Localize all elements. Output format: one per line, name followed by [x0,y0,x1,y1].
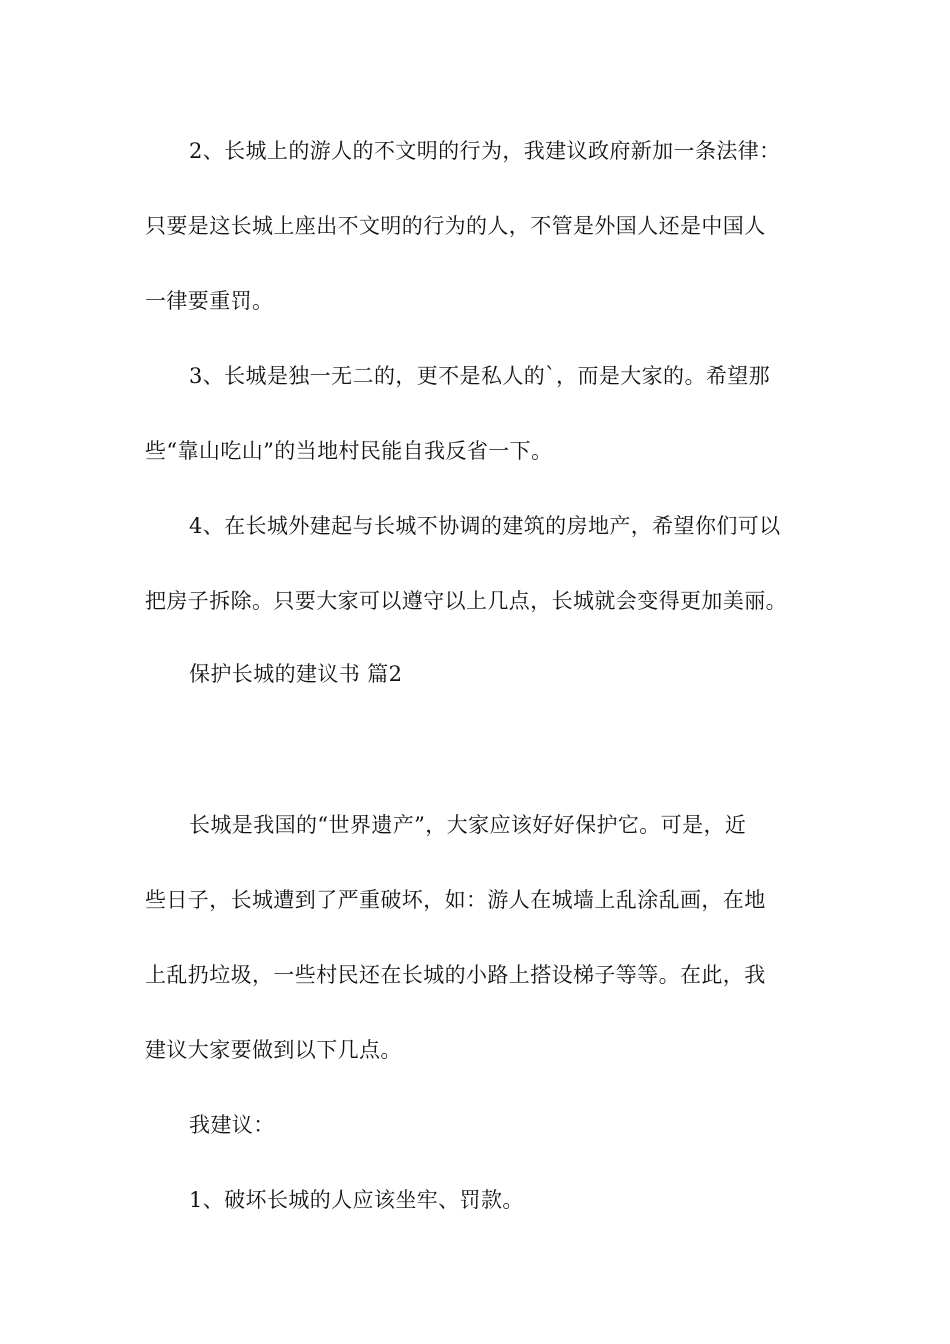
paragraph-line: 把房子拆除。只要大家可以遵守以上几点，长城就会变得更加美丽。 [145,589,787,613]
paragraph-line: 3、长城是独一无二的，更不是私人的`，而是大家的。希望那 [189,364,771,388]
section-heading: 保护长城的建议书 篇2 [189,662,403,686]
paragraph-line: 一律要重罚。 [145,289,274,313]
paragraph-line: 只要是这长城上座出不文明的行为的人，不管是外国人还是中国人 [145,214,766,238]
paragraph-line: 上乱扔垃圾，一些村民还在长城的小路上搭设梯子等等。在此，我 [145,963,766,987]
paragraph-line: 些“靠山吃山”的当地村民能自我反省一下。 [145,439,553,463]
paragraph-line: 2、长城上的游人的不文明的行为，我建议政府新加一条法律： [189,139,781,163]
paragraph-line: 建议大家要做到以下几点。 [145,1038,402,1062]
paragraph-line: 我建议： [189,1113,275,1137]
paragraph-line: 长城是我国的“世界遗产”，大家应该好好保护它。可是，近 [189,813,747,837]
paragraph-line: 1、破坏长城的人应该坐牢、罚款。 [189,1188,524,1212]
paragraph-line: 4、在长城外建起与长城不协调的建筑的房地产，希望你们可以 [189,514,781,538]
paragraph-line: 些日子，长城遭到了严重破坏，如：游人在城墙上乱涂乱画，在地 [145,888,766,912]
